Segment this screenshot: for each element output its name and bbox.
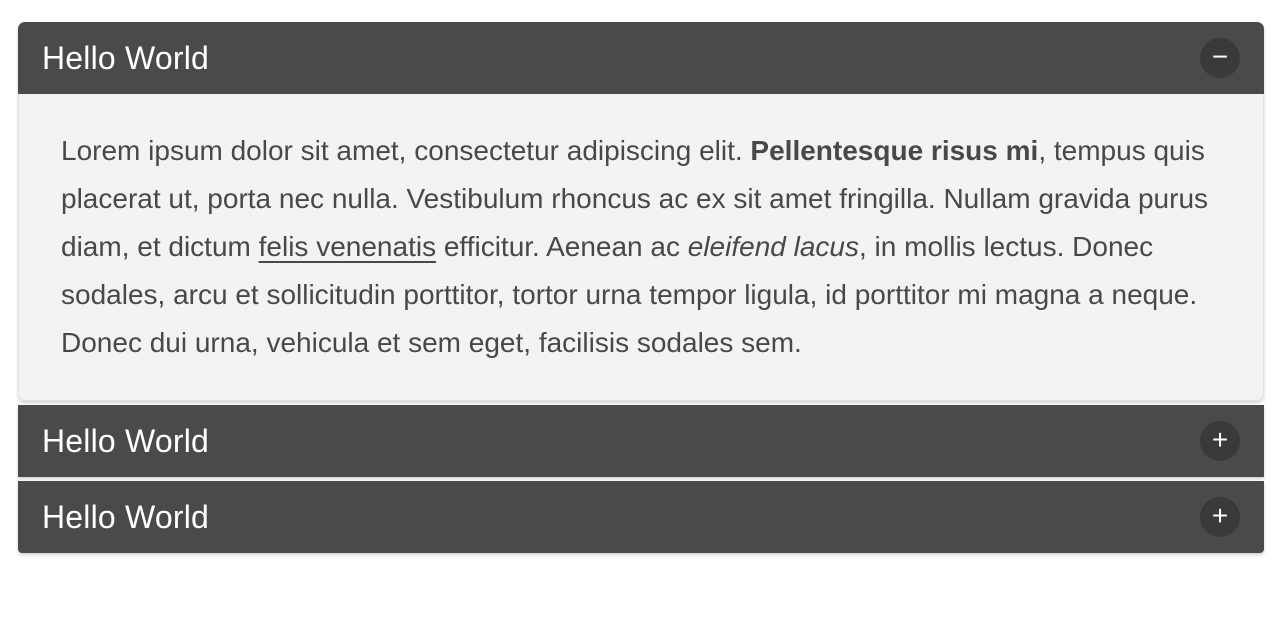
accordion-header-3[interactable] [18, 481, 1264, 553]
text-run-bold: Pellentesque risus mi [750, 135, 1039, 166]
accordion-title: Hello World [42, 39, 209, 76]
accordion-panel-3 [18, 481, 1264, 553]
expand-toggle-button[interactable] [1200, 497, 1240, 537]
text-run-italic: eleifend lacus [687, 231, 859, 262]
accordion [18, 22, 1264, 553]
minus-icon: − [1211, 41, 1229, 72]
collapse-toggle-button[interactable] [1200, 38, 1240, 78]
accordion-panel-1 [18, 22, 1264, 401]
text-run-underlined: felis venenatis [258, 231, 437, 262]
content-paragraph [61, 127, 1213, 367]
accordion-content [18, 94, 1264, 401]
text-run: efficitur. Aenean ac [436, 231, 688, 262]
text-run: , tempus quis placerat ut, porta nec nulla. Vestibulum rhoncus ac ex sit amet fringilla. Nullam gravida purus diam, et dictum [61, 135, 1209, 262]
accordion-header-1[interactable] [18, 22, 1264, 94]
text-run: , in mollis lectus. Donec sodales, arcu et sollicitudin porttitor, tortor urna tempor ligula, id porttitor mi magna a neque. Donec dui urna, vehicula et sem eget, facilisis sodales sem. [61, 231, 1198, 358]
plus-icon: + [1211, 424, 1229, 455]
accordion-panel-2 [18, 405, 1264, 477]
plus-icon: + [1211, 500, 1229, 531]
accordion-title: Hello World [42, 422, 209, 459]
expand-toggle-button[interactable] [1200, 421, 1240, 461]
accordion-title: Hello World [42, 498, 209, 535]
accordion-header-2[interactable] [18, 405, 1264, 477]
text-run: Lorem ipsum dolor sit amet, consectetur adipiscing elit. [61, 135, 751, 166]
